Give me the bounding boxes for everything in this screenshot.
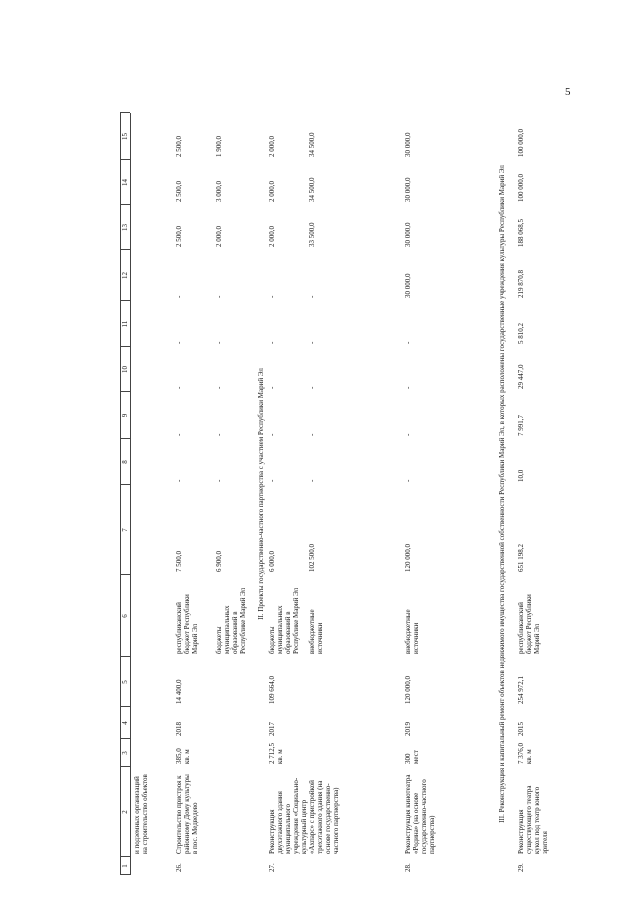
object-name: Реконструкция двухэтажного здания муниципального учреждения «Социально-культурный центр «Ахпарс» с пристройкой трехэтажного здания (на основе государственно-частного партнерства) — [268, 777, 340, 854]
funding-source: республиканский бюджет Республики Марий Эл — [517, 594, 541, 654]
object-name: Реконструкция существующего театра кукол под театр юного зрителя — [517, 785, 549, 854]
value-c15: 30 000,0 — [404, 132, 412, 157]
object-capacity: 300 мест — [404, 750, 420, 764]
value-c7: 651 198,2 — [517, 544, 525, 572]
value-c9: - — [404, 433, 412, 436]
funding-source: внебюджетные источники — [404, 609, 420, 654]
section-title: III. Реконструкция и капитальный ремонт объектов недвижимого имущества государственной собственности Республики Марий Эл, в которых расположены государственные учреждения культуры Республики Марий Эл — [498, 165, 506, 823]
object-year: 2019 — [404, 722, 412, 736]
value-c13: 2 000,0 — [268, 226, 276, 247]
value-c13: 2 000,0 — [215, 226, 223, 247]
object-capacity: 385,0 кв. м — [175, 748, 191, 764]
value-c10: - — [308, 386, 316, 389]
value-c12: - — [308, 295, 316, 298]
row-number: 27. — [268, 863, 276, 872]
funding-source: республиканский бюджет Республики Марий Эл — [175, 594, 199, 654]
value-c11: 5 810,2 — [517, 323, 525, 344]
value-c14: 100 000,0 — [517, 174, 525, 202]
value-c14: 34 500,0 — [308, 177, 316, 202]
value-c15: 2 000,0 — [268, 136, 276, 157]
value-c7: 6 900,0 — [215, 551, 223, 572]
value-c10: - — [268, 386, 276, 389]
value-c11: - — [308, 341, 316, 344]
value-c10: - — [175, 386, 183, 389]
value-c7: 6 000,0 — [268, 551, 276, 572]
value-c12: - — [268, 295, 276, 298]
object-cost: 254 972,1 — [517, 676, 525, 704]
value-c8: 10,0 — [517, 469, 525, 482]
funding-source: внебюджетные источники — [308, 609, 324, 654]
value-c11: - — [268, 341, 276, 344]
column-number: 1 — [121, 864, 129, 868]
value-c12: 219 870,8 — [517, 270, 525, 298]
value-c15: 34 500,0 — [308, 132, 316, 157]
column-number: 11 — [121, 320, 129, 328]
value-c9: - — [215, 433, 223, 436]
object-cost: 14 400,0 — [175, 679, 183, 704]
column-number: 5 — [121, 680, 129, 684]
column-number: 2 — [121, 810, 129, 814]
value-c11: - — [404, 341, 412, 344]
section-title: II. Проекты государственно-частного партнерства с участием Республики Марий Эл — [257, 368, 265, 620]
funding-source: бюджеты муниципальных образований в Республике Марий Эл — [215, 587, 247, 654]
object-cost: 109 664,0 — [268, 676, 276, 704]
object-name: Реконструкция кинотеатра «Родина» (на основе государственно-частного партнерства) — [404, 774, 436, 854]
row-number: 28. — [404, 863, 412, 872]
value-c13: 30 000,0 — [404, 222, 412, 247]
value-c14: 30 000,0 — [404, 177, 412, 202]
header-bottom-rule — [130, 113, 131, 875]
object-capacity: 2 712,5 кв. м — [268, 743, 284, 764]
column-number: 3 — [121, 751, 129, 755]
object-year: 2017 — [268, 722, 276, 736]
object-cost: 120 000,0 — [404, 676, 412, 704]
column-number: 13 — [121, 224, 129, 231]
column-number: 15 — [121, 133, 129, 140]
value-c10: - — [215, 386, 223, 389]
value-c11: - — [175, 341, 183, 344]
value-c8: - — [404, 479, 412, 482]
column-number: 9 — [121, 413, 129, 418]
column-number: 10 — [121, 366, 129, 373]
column-number: 4 — [121, 721, 129, 725]
value-c14: 2 000,0 — [268, 181, 276, 202]
column-number: 12 — [121, 272, 129, 279]
funding-source: бюджеты муниципальных образований в Республике Марий Эл — [268, 587, 300, 654]
value-c9: - — [175, 433, 183, 436]
value-c13: 2 500,0 — [175, 226, 183, 247]
object-name: Строительство пристроя к районному Дому культуры в пос. Медведево — [175, 774, 199, 854]
object-capacity: 7 376,0 кв. м — [517, 743, 533, 764]
value-c7: 102 500,0 — [308, 544, 316, 572]
value-c12: 30 000,0 — [404, 273, 412, 298]
value-c9: 7 991,7 — [517, 415, 525, 436]
value-c9: - — [308, 433, 316, 436]
value-c11: - — [215, 341, 223, 344]
value-c14: 3 000,0 — [215, 181, 223, 202]
value-c12: - — [215, 295, 223, 298]
value-c13: 188 068,5 — [517, 219, 525, 247]
value-c13: 33 500,0 — [308, 222, 316, 247]
value-c14: 2 500,0 — [175, 181, 183, 202]
row-number: 26. — [175, 863, 183, 872]
continuation-text: и подземных организаций на строительство объектов — [133, 774, 149, 854]
column-number: 14 — [121, 179, 129, 186]
value-c7: 120 000,0 — [404, 544, 412, 572]
value-c10: 29 447,0 — [517, 364, 525, 389]
column-number: 6 — [121, 614, 129, 618]
value-c15: 1 900,0 — [215, 136, 223, 157]
value-c12: - — [175, 295, 183, 298]
object-year: 2015 — [517, 722, 525, 736]
value-c10: - — [404, 386, 412, 389]
column-number: 7 — [121, 528, 129, 532]
value-c8: - — [215, 479, 223, 482]
value-c15: 2 500,0 — [175, 136, 183, 157]
value-c8: - — [308, 479, 316, 482]
value-c9: - — [268, 433, 276, 436]
value-c8: - — [175, 479, 183, 482]
page-number: 5 — [565, 86, 571, 98]
column-number: 8 — [121, 460, 129, 464]
row-number: 29. — [517, 863, 525, 872]
object-year: 2018 — [175, 722, 183, 736]
value-c8: - — [268, 479, 276, 482]
value-c15: 100 000,0 — [517, 129, 525, 157]
value-c7: 7 500,0 — [175, 551, 183, 572]
